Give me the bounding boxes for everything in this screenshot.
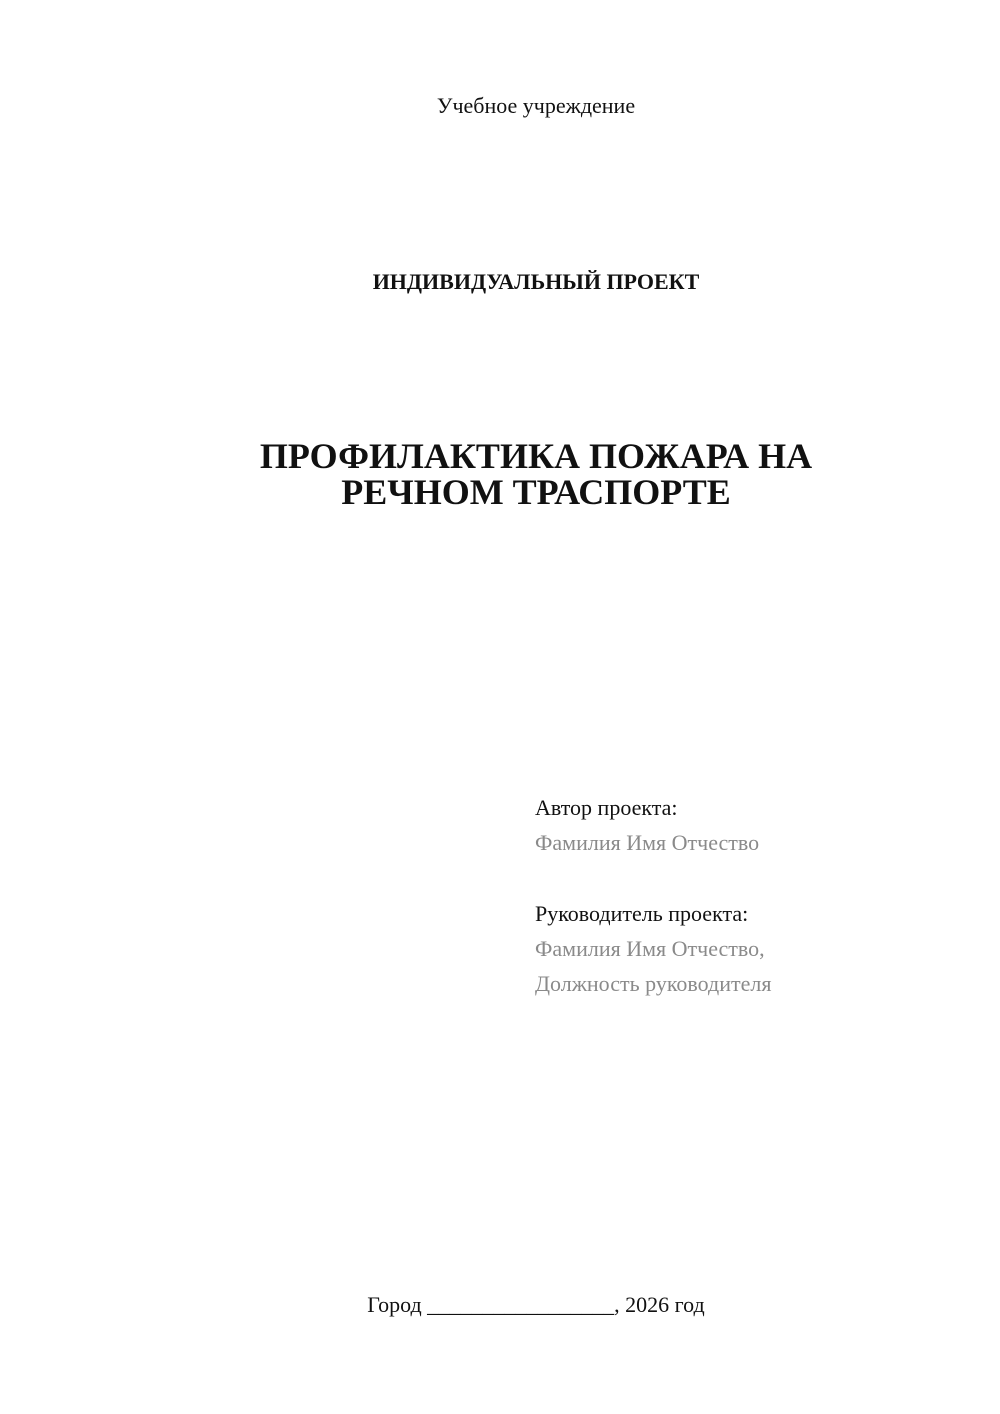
- city-year-line: [0, 1290, 1000, 1320]
- project-title-line-2: РЕЧНОМ ТРАСПОРТЕ: [341, 472, 731, 512]
- credits-spacer: [535, 860, 975, 896]
- author-name: Фамилия Имя Отчество: [535, 830, 760, 855]
- city-label: Город: [367, 1292, 422, 1317]
- project-type-heading: ИНДИВИДУАЛЬНЫЙ ПРОЕКТ: [372, 269, 700, 294]
- supervisor-name: Фамилия Имя Отчество,: [535, 936, 765, 961]
- project-title-line-1: ПРОФИЛАКТИКА ПОЖАРА НА: [259, 436, 813, 476]
- project-credits: [535, 790, 975, 1001]
- city-blank: _________________: [427, 1292, 615, 1317]
- project-title: [0, 438, 1000, 510]
- year-text: , 2026 год: [614, 1292, 705, 1317]
- institution-name: Учебное учреждение: [436, 93, 636, 118]
- supervisor-position: Должность руководителя: [535, 971, 772, 996]
- supervisor-label: Руководитель проекта:: [535, 901, 749, 926]
- author-label: Автор проекта:: [535, 795, 678, 820]
